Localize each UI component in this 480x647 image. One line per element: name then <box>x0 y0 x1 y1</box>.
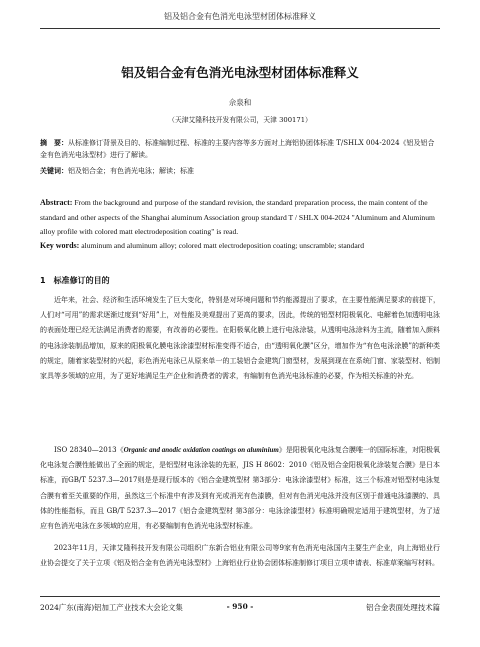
page-number: - 950 - <box>226 602 254 611</box>
p2-text-before: ISO 28340—2013《 <box>54 446 124 454</box>
body-paragraph-2 <box>40 443 440 534</box>
abstract-zh-label: 摘 要： <box>40 139 68 147</box>
footer-rule <box>40 596 440 597</box>
keywords-zh <box>40 165 440 177</box>
keywords-en-label: Key words: <box>40 241 80 250</box>
paper-title: 铝及铝合金有色消光电泳型材团体标准释义 <box>121 65 359 80</box>
abstract-en <box>40 196 440 240</box>
footer-section: 铝合金表面处理技术篇 <box>366 603 440 612</box>
running-head: 铝及铝合金有色消光电泳型材团体标准释义 <box>164 12 316 21</box>
abstract-en-label: Abstract: <box>40 198 73 207</box>
body-paragraph-3: 2023年11月，天津艾隆科技开发有限公司组织广东新合铝业有限公司等9家有色消光电泳国内主要生产企业，向上海铝业行业协会提交了关于立项《铝及铝合金有色消光电泳型材》上海铝业行业协会团体标准制修订项目立项申请表、标准草案编写材料。 <box>40 544 440 568</box>
p2-text-after: 》是阳极氧化电泳复合膜唯一的国际标准，对阳极氧化电泳复合膜性能做出了全面的规定，是铝型材电泳涂装的先驱，JIS H 8602：2010《铝及铝合金阳极氧化涂装复合膜》是日本标准，而GB/T 5237.3—2017则是是现行版本的《铝合金建筑型材 第3部分：电泳涂漆型材》标准，这三个标准对铝型材电泳复合膜有着至关重要的作用，虽然这三个标准中有涉及到有光或消光有色漆膜，但对有色消光电泳并没有区别于普通电泳漆膜的、具体的性能指标，而且 GB/T 5237.3—2017《铝合金建筑型材 第3部分：电泳涂漆型材》标准明确规定适用于建筑型材，为了适应有色消光电泳在多领域的应用，有必要编制有色消光电泳型材标准。 <box>40 446 441 531</box>
body-paragraph-1: 近年来，社会、经济和生活环境发生了巨大变化，特别是对环境问题和节约能源提出了要求，在主要性能满足要求的前提下，人们对“可用”的需求逐渐过度到“好用”上，对性能及美观提出了更高的要求，因此，传统的铝型材阳极氧化、电解着色加透明电泳的表面处理已经无法满足消费者的需要，有改善的必要性。在阳极氧化膜上进行电泳涂装，从透明电泳涂料为主流，随着加入颜料的电泳涂装制品增加，原来的阳极氧化膜电泳涂漆型材标准变得不适合，由“透明氧化膜”区分，增加作为“有色电泳涂膜”的新种类的规定，随着家装型材的兴起，彩色消光电泳已从原来单一的工装铝合金建筑门窗型材，发展到现在在系统门窗、家装型材、铝制家具等多领域的应用，为了更好地满足生产企业和消费者的需求，有编制有色消光电泳标准的必要，作为相关标准的补充。 <box>40 296 440 381</box>
abstract-en-text: From the background and purpose of the standard revision, the standard preparation process, the main content of the standard and other aspects of the Shanghai aluminum Association group standard T / SHLX 004-2024 "Aluminum and Aluminum alloy profile with colored matt electrodeposition coating" is read. <box>40 198 435 237</box>
section-heading: 1 标准修订的目的 <box>40 276 110 285</box>
keywords-en <box>40 239 440 253</box>
footer-proceedings: 2024广东(南海)铝加工产业技术大会论文集 <box>40 603 183 612</box>
keywords-en-text: aluminum and aluminum alloy; colored matt electrodeposition coating; unscramble; standard <box>81 241 365 250</box>
header-rule <box>40 28 440 29</box>
p2-italic-title: Organic and anodic oxidation coatings on aluminium <box>123 446 279 454</box>
author-affiliation: （天津艾隆科技开发有限公司，天津 300171） <box>168 116 312 124</box>
keywords-zh-text: 铝及铝合金；有色消光电泳；解读；标准 <box>68 167 194 175</box>
abstract-zh-text: 从标准修订背景及目的、标准编制过程、标准的主要内容等多方面对上海铝协团体标准 T/SHLX 004-2024《铝及铝合金有色消光电泳型材》进行了解读。 <box>40 139 435 159</box>
abstract-zh <box>40 137 440 161</box>
keywords-zh-label: 关键词： <box>40 167 68 175</box>
author-name: 佘泉和 <box>228 98 252 107</box>
